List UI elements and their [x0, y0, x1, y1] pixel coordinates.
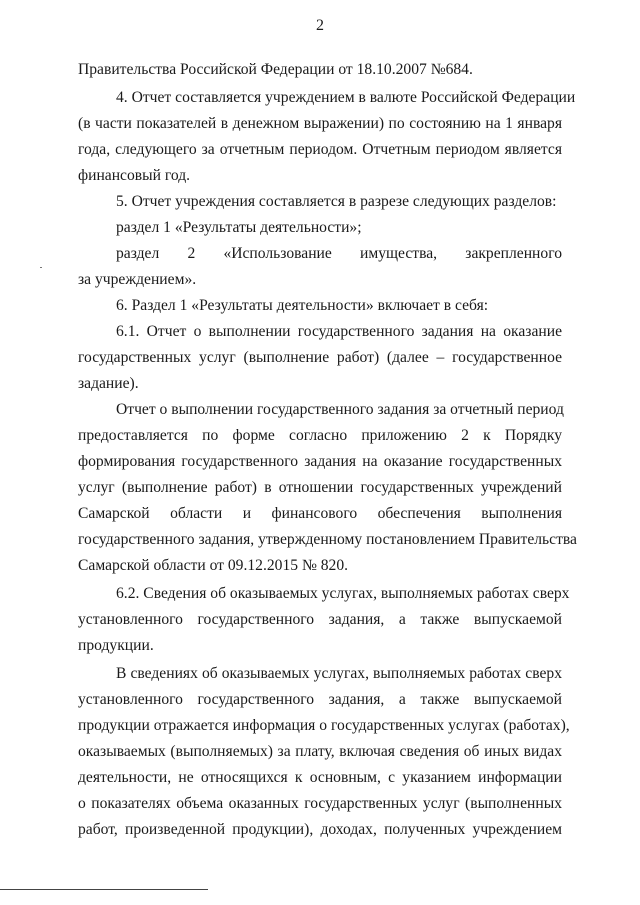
text-line: В сведениях об оказываемых услугах, выполняемых работах сверх: [116, 665, 562, 682]
text-line: установленного государственного задания, а также выпускаемой: [78, 691, 562, 708]
page-number: 2: [316, 17, 324, 34]
text-line: продукции.: [78, 637, 154, 654]
text-line: года, следующего за отчетным периодом. Отчетным периодом является: [78, 141, 562, 158]
text-line: оказываемых (выполняемых) за плату, включая сведения об иных видах: [78, 743, 562, 760]
text-line: формирования государственного задания на оказание государственных: [78, 453, 562, 470]
text-line: продукции отражается информация о государственных услугах (работах),: [78, 717, 570, 734]
scan-speck: [40, 267, 42, 268]
text-line: 4. Отчет составляется учреждением в валюте Российской Федерации: [116, 89, 576, 106]
text-line: 5. Отчет учреждения составляется в разрезе следующих разделов:: [116, 193, 557, 210]
text-line: государственных услуг (выполнение работ) (далее – государственное: [78, 349, 562, 366]
text-line: за учреждением».: [78, 271, 197, 288]
text-line: финансовый год.: [78, 167, 191, 184]
text-line: раздел 1 «Результаты деятельности»;: [116, 219, 362, 236]
text-line: 6. Раздел 1 «Результаты деятельности» включает в себя:: [116, 297, 489, 314]
text-line: услуг (выполнение работ) в отношении государственных учреждений: [78, 479, 562, 496]
text-line: раздел 2 «Использование имущества, закрепленного: [116, 245, 562, 262]
text-line: о показателях объема оказанных государственных услуг (выполненных: [78, 795, 562, 812]
text-line: государственного задания, утвержденному постановлением Правительства: [78, 531, 577, 548]
text-line: работ, произведенной продукции), доходах, полученных учреждением: [78, 821, 562, 838]
text-line: деятельности, не относящихся к основным, с указанием информации: [78, 769, 562, 786]
text-line: Правительства Российской Федерации от 18.10.2007 №684.: [78, 61, 473, 78]
footer-rule: [0, 889, 208, 890]
text-line: 6.1. Отчет о выполнении государственного задания на оказание: [116, 323, 562, 340]
text-line: (в части показателей в денежном выражении) по состоянию на 1 января: [78, 115, 562, 132]
text-line: Отчет о выполнении государственного задания за отчетный период: [116, 401, 564, 418]
text-line: 6.2. Сведения об оказываемых услугах, выполняемых работах сверх: [116, 585, 570, 602]
text-line: задание).: [78, 375, 139, 392]
text-line: Самарской области и финансового обеспечения выполнения: [78, 505, 562, 522]
text-line: предоставляется по форме согласно приложению 2 к Порядку: [78, 427, 562, 444]
text-line: Самарской области от 09.12.2015 № 820.: [78, 557, 349, 574]
text-line: установленного государственного задания, а также выпускаемой: [78, 611, 562, 628]
